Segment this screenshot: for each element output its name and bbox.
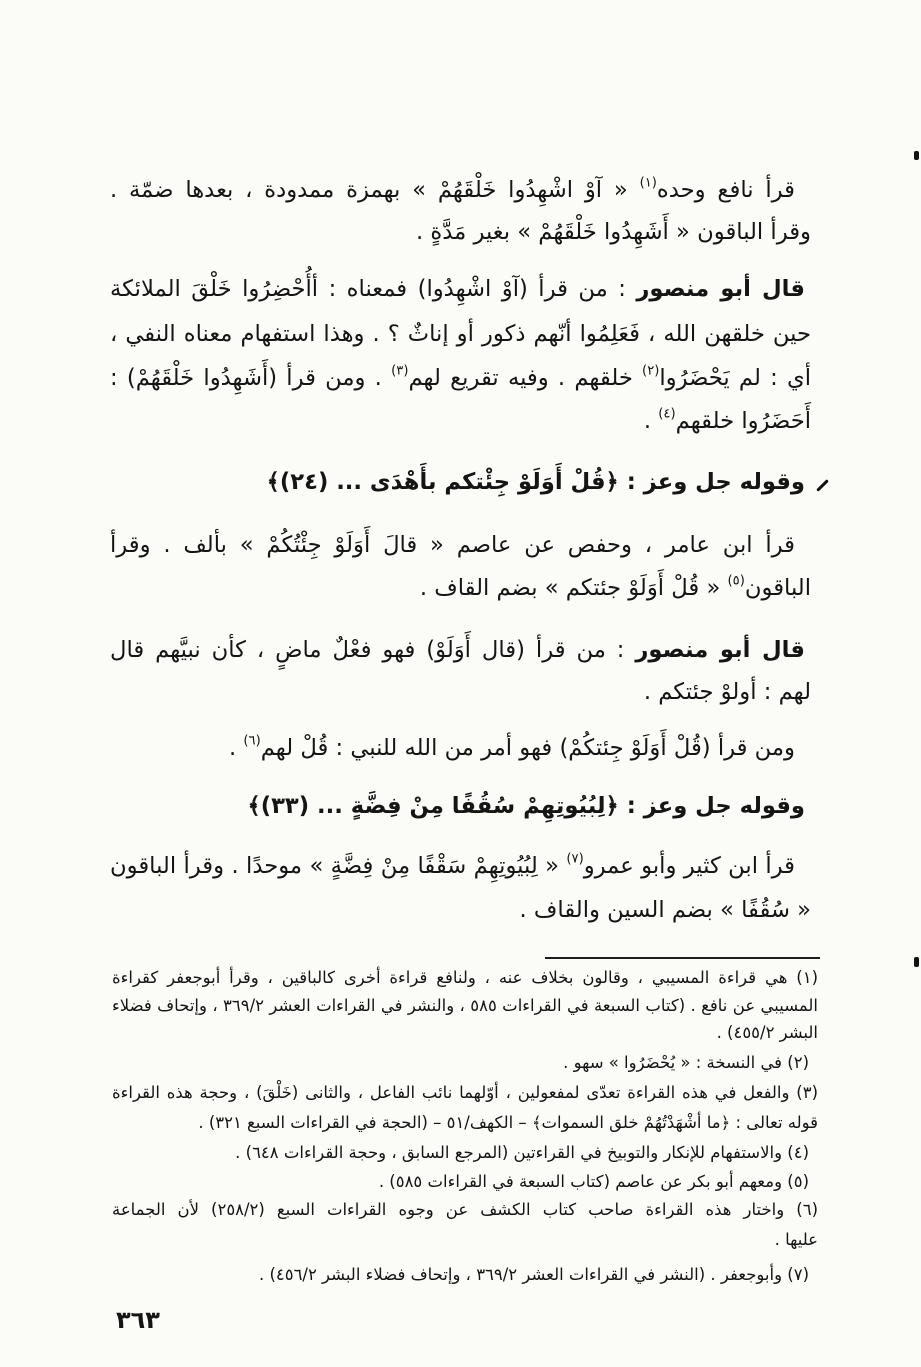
- text-run: قرأ ابن كثير وأبو عمرو: [583, 853, 796, 879]
- footnote-text: (٦) واختار هذه القراءة صاحب كتاب الكشف عن وجوه القراءات السبع (٢٥٨/٢) لأن الجماعة: [112, 1200, 818, 1219]
- line-content: [110, 177, 795, 203]
- text-run: الباقون: [744, 575, 811, 601]
- body-line: [110, 672, 811, 712]
- scan-mark: [914, 957, 919, 967]
- text-run: خلقهم . وفيه تقريع لهم: [408, 365, 643, 391]
- scan-mark: [816, 479, 829, 492]
- footnote-line: [112, 1140, 809, 1166]
- footnote-ref: (٤): [658, 406, 676, 422]
- footnote-ref: (٢): [642, 363, 660, 379]
- footnote-line: [112, 1227, 818, 1253]
- footnote-ref: (٣): [391, 363, 409, 379]
- scan-mark: [914, 151, 919, 160]
- body-line: [110, 568, 811, 608]
- text-run: وقرأ الباقون « أَشَهِدُوا خَلْقَهُمْ » بغير مَدَّةٍ .: [415, 219, 811, 245]
- footnote-text: (٣) والفعل في هذه القراءة تعدّى لمفعولين ، أوّلهما نائب الفاعل ، والثانى (خَلْقَ) ، وحجة هذه القراءة: [112, 1083, 818, 1102]
- footnote-line: [112, 1169, 809, 1195]
- heading-line: [110, 462, 805, 502]
- footnote-line: [112, 1110, 818, 1136]
- text-run: « سُقُفًا » بضم السين والقاف .: [519, 897, 811, 923]
- text-run: . ومن قرأ (أَشَهِدُوا خَلْقَهُمْ) :: [110, 365, 392, 391]
- text-run: ومن قرأ (قُلْ أَوَلَوْ جِئتكُمْ) فهو أمر من الله للنبي : قُلْ لهم: [260, 735, 795, 761]
- line-content: [229, 735, 795, 761]
- line-content: [416, 219, 811, 245]
- body-line: [110, 314, 811, 354]
- page-number: ٣٦٣: [116, 1306, 160, 1334]
- footnote-ref: (٦): [243, 733, 261, 749]
- text-run: لهم : أولوْ جئتكم .: [643, 679, 811, 705]
- footnote-text: (١) هي قراءة المسيبي ، وقالون بخلاف عنه ، ولنافع قراءة أخرى كالباقين ، وقرأ أبوجعفر كقراءة: [112, 968, 818, 987]
- line-content: [110, 853, 795, 879]
- body-line: [110, 212, 811, 252]
- body-line: [110, 525, 795, 565]
- line-content: [644, 408, 811, 434]
- body-line: [110, 846, 795, 886]
- footnote-separator: [545, 957, 820, 959]
- footnote-ref: (٧): [566, 851, 584, 867]
- line-content: [267, 469, 805, 495]
- line-content: [420, 575, 811, 601]
- body-line: [110, 728, 795, 768]
- line-content: [110, 365, 811, 391]
- text-run: وقوله جل وعز : ﴿لِبُيُوتِهِمْ سُقُفًا مِنْ فِضَّةٍ ... (٣٣)﴾: [247, 793, 805, 819]
- line-content: [520, 897, 811, 923]
- heading-line: [110, 786, 805, 826]
- text-run: أَحَضَرُوا خلقهم: [675, 408, 811, 434]
- footnote-text: المسيبي عن نافع . (كتاب السبعة في القراءات ٥٨٥ ، والنشر في القراءات العشر ٣٦٩/٢ ، وإتحاف فضلاء: [112, 996, 819, 1015]
- text-run: : من قرأ (آوْ اشْهِدُوا) فمعناه : أأُحْضِرُوا خَلْقَ الملائكة: [110, 276, 637, 302]
- text-run: : من قرأ (قال أَوَلَوْ) فهو فعْلٌ ماضٍ ، كأن نبيَّهم قال: [110, 637, 636, 663]
- footnote-line: [112, 1050, 809, 1076]
- text-run: حين خلقهن الله ، فَعَلِمُوا أنّهم ذكور أو إناثٌ ؟ . وهذا استفهام معناه النفي ،: [110, 321, 811, 347]
- footnote-text: (٥) ومعهم أبو بكر عن عاصم (كتاب السبعة في القراءات ٥٨٥) .: [378, 1172, 809, 1191]
- line-content: [110, 321, 811, 347]
- text-run: قرأ ابن عامر ، وحفص عن عاصم « قالَ أَوَلَوْ جِئْتُكُمْ » بألف . وقرأ: [110, 532, 795, 558]
- footnote-line: [112, 1262, 809, 1288]
- body-line: [110, 890, 811, 930]
- footnote-text: قوله تعالى : ﴿ما أشْهَدْتُهُمْ خلق السموات﴾ – الكهف/٥١ – (الحجة في القراءات السبع ٣٢١) .: [198, 1113, 818, 1132]
- footnote-line: [112, 1080, 818, 1106]
- text-run: وقوله جل وعز : ﴿قُلْ أَوَلَوْ جِئْتكم بأَهْدَى ... (٢٤)﴾: [266, 469, 805, 495]
- footnote-text: (٤) والاستفهام للإنكار والتوبيخ في القراءتين (المرجع السابق ، وحجة القراءات ٦٤٨) .: [235, 1143, 809, 1162]
- footnote-text: (٧) وأبوجعفر . (النشر في القراءات العشر ٣٦٩/٢ ، وإتحاف فضلاء البشر ٤٥٦/٢) .: [258, 1265, 809, 1284]
- footnote-text: البشر ٤٥٥/٢) .: [716, 1023, 818, 1042]
- footnote-text: عليها .: [774, 1230, 818, 1249]
- text-run: « آوْ اشْهِدُوا خَلْقَهُمْ » بهمزة ممدودة ، بعدها ضمّة .: [110, 177, 640, 203]
- body-line: [110, 358, 811, 398]
- body-line: [110, 630, 805, 670]
- footnote-text: (٢) في النسخة : « يُحْضَرُوا » سهو .: [563, 1053, 809, 1072]
- line-content: [644, 679, 811, 705]
- text-run: « قُلْ أَوَلَوْ جئتكم » بضم القاف .: [419, 575, 728, 601]
- line-content: [110, 532, 795, 558]
- body-line: [110, 170, 795, 210]
- footnote-line: [112, 1020, 818, 1046]
- line-content: [110, 276, 805, 302]
- text-run: « لِبُيُوتِهِمْ سَقْفًا مِنْ فِضَّةٍ » موحدًا . وقرأ الباقون: [110, 853, 567, 879]
- footnote-ref: (١): [639, 175, 657, 191]
- speaker-label: قال أبو منصور: [635, 637, 805, 663]
- line-content: [110, 637, 805, 663]
- text-run: .: [228, 735, 244, 761]
- footnote-line: [112, 965, 818, 991]
- line-content: [247, 793, 805, 819]
- text-run: قرأ نافع وحده: [656, 177, 795, 203]
- body-line: [110, 269, 805, 309]
- text-run: .: [643, 408, 659, 434]
- footnote-line: [112, 993, 818, 1019]
- text-run: أي : لم يَحْضَرُوا: [659, 365, 811, 391]
- footnote-ref: (٥): [727, 573, 745, 589]
- speaker-label: قال أبو منصور: [636, 276, 805, 302]
- body-line: [110, 401, 811, 441]
- footnote-line: [112, 1197, 818, 1223]
